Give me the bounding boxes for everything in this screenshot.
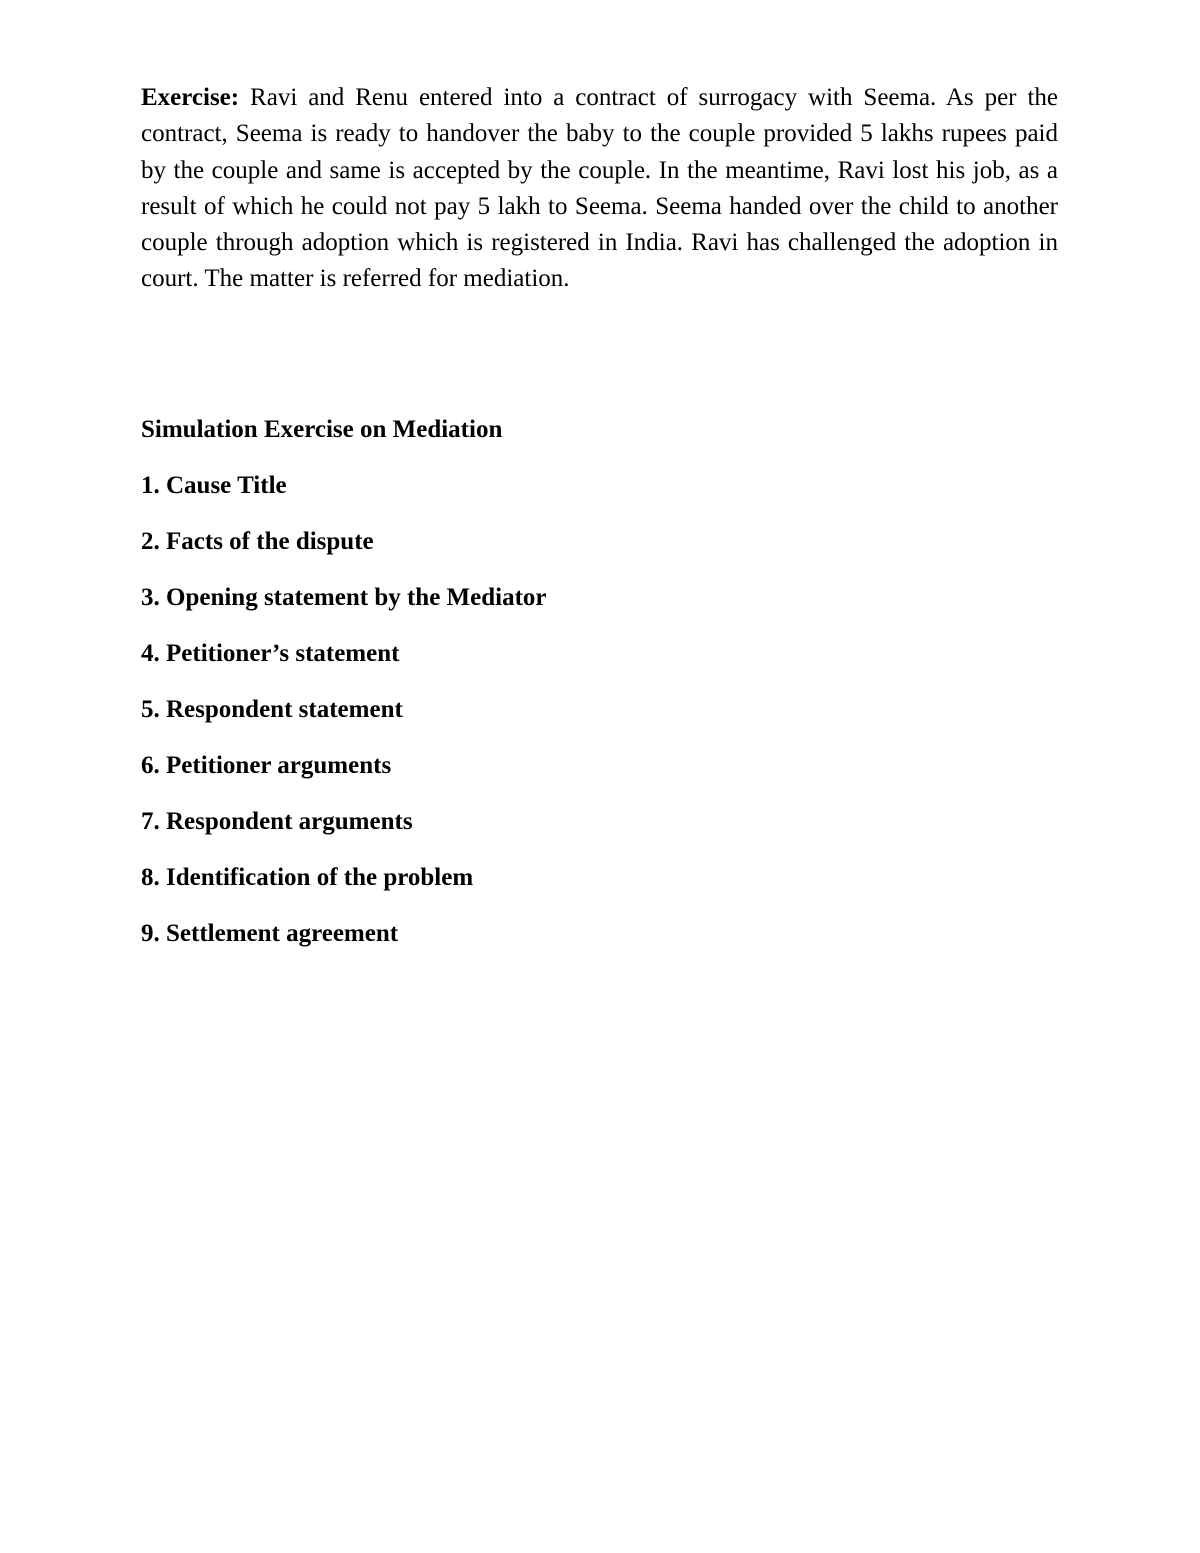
step-opening-statement: 3. Opening statement by the Mediator (141, 584, 547, 611)
simulation-steps-list (141, 468, 547, 972)
step-facts-of-dispute: 2. Facts of the dispute (141, 528, 374, 555)
step-petitioner-statement: 4. Petitioner’s statement (141, 640, 400, 667)
step-settlement-agreement: 9. Settlement agreement (141, 920, 399, 947)
exercise-label: Exercise: (141, 84, 240, 111)
step-petitioner-arguments: 6. Petitioner arguments (141, 752, 392, 779)
step-respondent-arguments: 7. Respondent arguments (141, 808, 413, 835)
exercise-text: Ravi and Renu entered into a contract of surrogacy with Seema. As per the contract, Seema is ready to handover the baby to the couple provided 5 lakhs rupees paid by the couple and same is accepted by the couple. In the meantime, Ravi lost his job, as a result of which he could not pay 5 lakh to Seema. Seema handed over the child to another couple through adoption which is registered in India. Ravi has challenged the adoption in court. The matter is referred for mediation. (141, 84, 1058, 293)
step-respondent-statement: 5. Respondent statement (141, 696, 403, 723)
exercise-paragraph (141, 80, 1058, 298)
step-cause-title: 1. Cause Title (141, 472, 287, 499)
simulation-title: Simulation Exercise on Mediation (141, 416, 503, 443)
step-identification-of-problem: 8. Identification of the problem (141, 864, 474, 891)
